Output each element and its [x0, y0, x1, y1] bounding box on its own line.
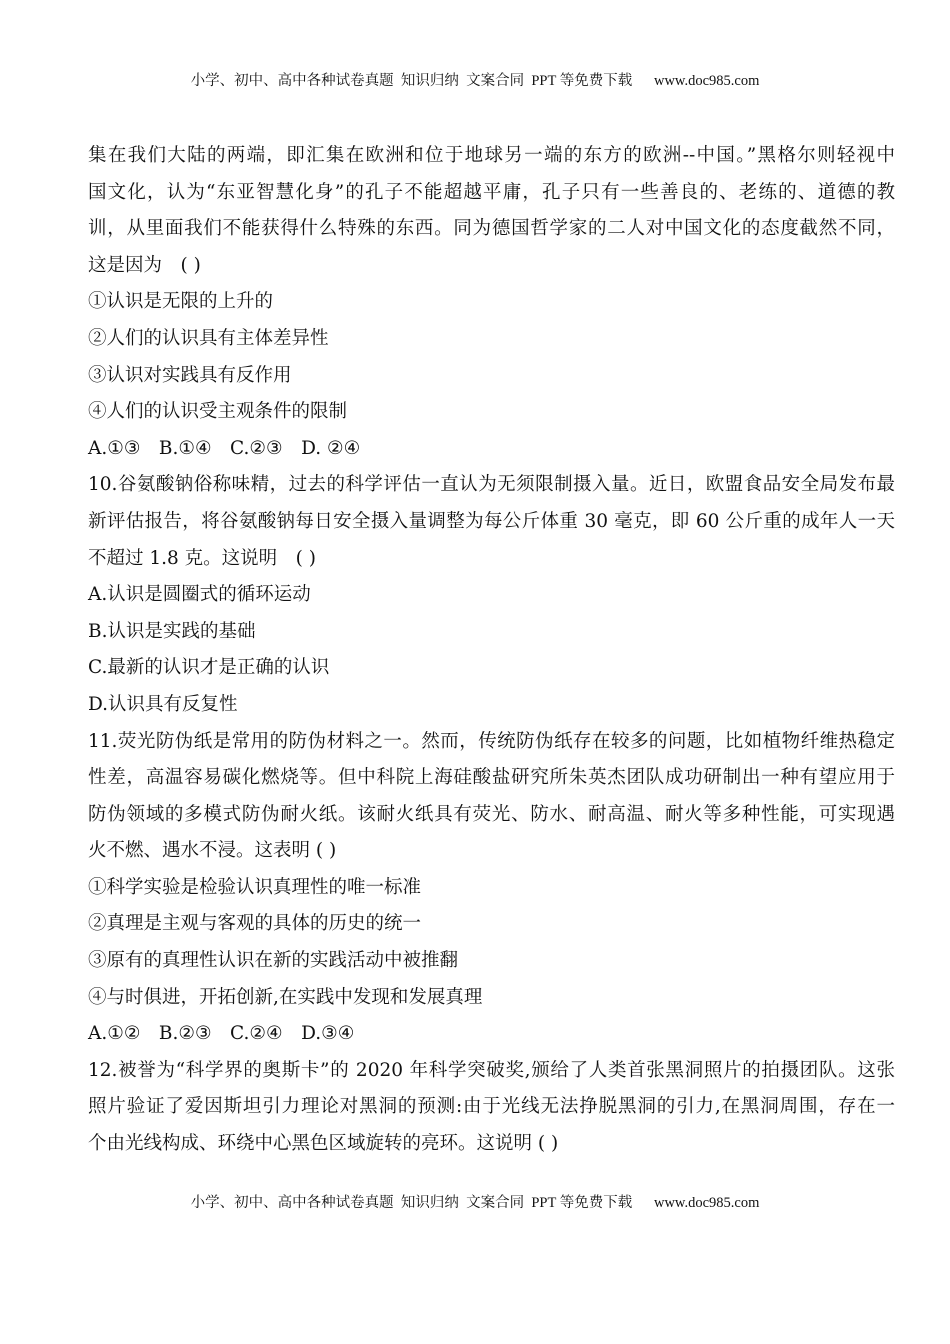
text-line: 新评估报告，将谷氨酸钠每日安全摄入量调整为每公斤体重 30 毫克，即 60 公斤重的成年人一天	[88, 510, 895, 532]
text-line: 防伪领域的多模式防伪耐火纸。该耐火纸具有荧光、防水、耐高温、耐火等多种性能，可实现遇	[88, 803, 895, 825]
text-line: 训，从里面我们不能获得什么特殊的东西。同为德国哲学家的二人对中国文化的态度截然不同，	[88, 218, 895, 240]
page-header: 小学、初中、高中各种试卷真题 知识归纳 文案合同 PPT 等免费下载 www.doc985.com	[190, 73, 760, 89]
text-line: ③认识对实践具有反作用	[88, 364, 292, 386]
document-body	[88, 138, 895, 1163]
text-line: ②人们的认识具有主体差异性	[88, 327, 329, 349]
text-line: 照片验证了爱因斯坦引力理论对黑洞的预测:由于光线无法挣脱黑洞的引力,在黑洞周围，存在一	[88, 1096, 895, 1118]
text-line: ①认识是无限的上升的	[88, 291, 274, 313]
page-footer: 小学、初中、高中各种试卷真题 知识归纳 文案合同 PPT 等免费下载 www.doc985.com	[190, 1195, 760, 1211]
text-line: 10.谷氨酸钠俗称味精，过去的科学评估一直认为无须限制摄入量。近日，欧盟食品安全局发布最	[88, 474, 895, 496]
text-line: A.①② B.②③ C.②④ D.③④	[88, 1023, 355, 1045]
text-line: 不超过 1.8 克。这说明 ( )	[88, 547, 316, 569]
text-line: ④人们的认识受主观条件的限制	[88, 401, 348, 423]
text-line: ④与时俱进，开拓创新,在实践中发现和发展真理	[88, 986, 483, 1008]
text-line: ③原有的真理性认识在新的实践活动中被推翻	[88, 950, 459, 972]
text-line: 性差，高温容易碳化燃烧等。但中科院上海硅酸盐研究所朱英杰团队成功研制出一种有望应用于	[88, 767, 895, 789]
text-line: 个由光线构成、环绕中心黑色区域旋转的亮环。这说明 ( )	[88, 1133, 559, 1155]
text-line: 11.荧光防伪纸是常用的防伪材料之一。然而，传统防伪纸存在较多的问题，比如植物纤维热稳定	[88, 730, 895, 752]
text-line: ①科学实验是检验认识真理性的唯一标准	[88, 876, 422, 898]
text-line: B.认识是实践的基础	[88, 620, 256, 642]
text-line: 12.被誉为“科学界的奥斯卡”的 2020 年科学突破奖,颁给了人类首张黑洞照片的拍摄团队。这张	[88, 1059, 895, 1081]
text-line: 集在我们大陆的两端，即汇集在欧洲和位于地球另一端的东方的欧洲--中国。”黑格尔则轻视中	[88, 145, 895, 166]
text-line: D.认识具有反复性	[88, 693, 238, 715]
text-line: A.①③ B.①④ C.②③ D. ②④	[88, 437, 361, 459]
text-line: 火不燃、遇水不浸。这表明 ( )	[88, 840, 337, 862]
text-line: A.认识是圆圈式的循环运动	[88, 584, 311, 606]
text-line: 这是因为 ( )	[88, 254, 201, 276]
text-line: C.最新的认识才是正确的认识	[88, 657, 330, 679]
text-line: ②真理是主观与客观的具体的历史的统一	[88, 913, 422, 935]
text-line: 国文化，认为“东亚智慧化身”的孔子不能超越平庸，孔子只有一些善良的、老练的、道德的教	[88, 181, 895, 203]
